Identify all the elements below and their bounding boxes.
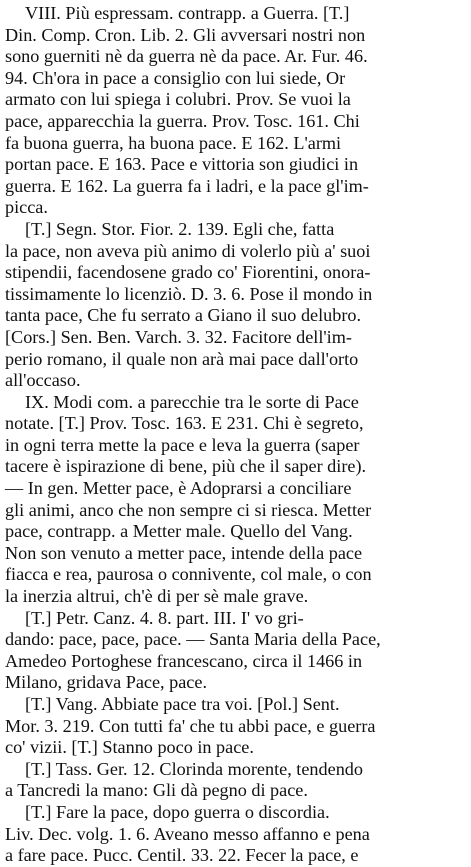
text-line: all'occaso.	[5, 370, 81, 391]
text-line: [T.] Vang. Abbiate pace tra voi. [Pol.] Sent.	[25, 694, 340, 714]
text-line: — In gen. Metter pace, è Adoprarsi a conciliare	[5, 478, 352, 499]
text-line: fa buona guerra, ha buona pace. E 162. L'armi	[5, 132, 342, 153]
text-line: Milano, gridava Pace, pace.	[5, 672, 207, 693]
text-line: gli animi, anco che non sempre ci si riesca. Metter	[5, 499, 372, 520]
text-line: armato con lui spiega i colubri. Prov. Se vuoi la	[5, 89, 351, 110]
text-line: [T.] Tass. Ger. 12. Clorinda morente, tendendo	[25, 758, 363, 779]
text-line: portan pace. E 163. Pace e vittoria son giudici in	[5, 154, 359, 175]
text-line: picca.	[5, 197, 48, 218]
text-line: fiacca e rea, paurosa o connivente, col male, o con	[5, 564, 372, 585]
text-line: guerra. E 162. La guerra fa i ladri, e la pace gl'im-	[5, 175, 369, 196]
text-line: [T.] Petr. Canz. 4. 8. part. III. I' vo gri-	[25, 607, 304, 628]
text-line: perio romano, il quale non arà mai pace dall'orto	[5, 348, 359, 369]
text-line: [Cors.] Sen. Ben. Varch. 3. 32. Facitore dell'im-	[5, 326, 352, 347]
text-line: stipendii, facendosene grado co' Fiorentini, onora-	[5, 262, 371, 283]
text-line: pace, apparecchia la guerra. Prov. Tosc. 161. Chi	[5, 110, 360, 131]
dictionary-entry-text	[5, 3, 467, 867]
text-line: tissimamente lo licenziò. D. 3. 6. Pose il mondo in	[5, 283, 373, 304]
text-line: co' vizii. [T.] Stanno poco in pace.	[5, 737, 254, 758]
text-line: pace, contrapp. a Metter male. Quello del Vang.	[5, 521, 353, 542]
text-line: IX. Modi com. a parecchie tra le sorte di Pace	[25, 391, 359, 412]
text-line: in ogni terra mette la pace e leva la guerra (saper	[5, 434, 360, 455]
text-line: tanta pace, Che fu serrato a Giano il suo delubro.	[5, 305, 362, 326]
text-line: Liv. Dec. volg. 1. 6. Aveano messo affanno e pena	[5, 823, 370, 844]
text-line: tacere è ispirazione di bene, più che il saper dire).	[5, 456, 367, 477]
text-line: notate. [T.] Prov. Tosc. 163. E 231. Chi è segreto,	[5, 413, 364, 434]
text-line: la pace, non aveva più animo di volerlo più a' suoi	[5, 240, 371, 261]
text-line: Amedeo Portoghese francescano, circa il 1466 in	[5, 650, 363, 671]
text-line: Non son venuto a metter pace, intende della pace	[5, 542, 363, 563]
text-line: a fare pace. Pucc. Centil. 33. 22. Fecer la pace, e	[5, 845, 359, 866]
text-line: 94. Ch'ora in pace a consiglio con lui siede, Or	[5, 67, 346, 88]
text-line: dando: pace, pace, pace. — Santa Maria della Pace,	[5, 629, 381, 650]
text-line: sono guerniti nè da guerra nè da pace. Ar. Fur. 46.	[5, 46, 368, 67]
text-line: Din. Comp. Cron. Lib. 2. Gli avversari nostri non	[5, 24, 366, 45]
text-line: VIII. Più espressam. contrapp. a Guerra. [T.]	[25, 3, 350, 23]
text-line: Mor. 3. 219. Con tutti fa' che tu abbi pace, e guerra	[5, 715, 376, 736]
text-line: [T.] Segn. Stor. Fior. 2. 139. Egli che, fatta	[25, 218, 335, 239]
text-line: a Tancredi la mano: Gli dà pegno di pace.	[5, 780, 308, 801]
text-line: [T.] Fare la pace, dopo guerra o discordia.	[25, 801, 330, 822]
text-line: la inerzia altrui, ch'è di per sè male grave.	[5, 586, 309, 607]
